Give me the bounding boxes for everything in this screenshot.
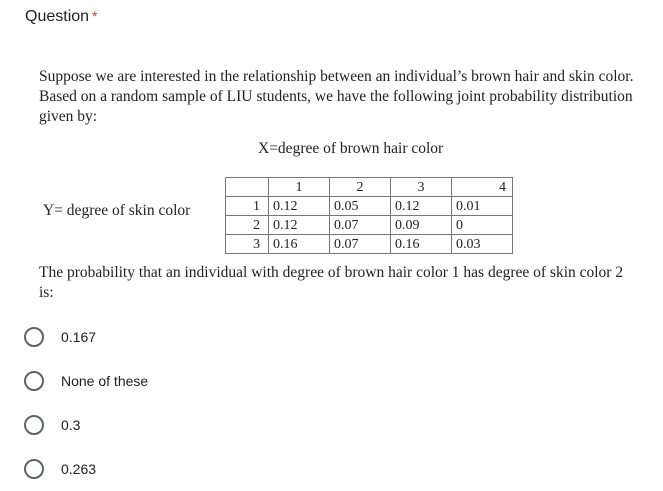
joint-probability-table <box>225 177 513 254</box>
table-cell: 0.03 <box>452 235 513 254</box>
option-label: 0.167 <box>61 329 97 345</box>
column-header: 4 <box>452 178 513 197</box>
required-asterisk: * <box>92 8 98 24</box>
table-row <box>226 216 513 235</box>
table-cell: 0.16 <box>391 235 452 254</box>
table-cell: 0.12 <box>269 197 330 216</box>
table-cell: 0.05 <box>330 197 391 216</box>
table-corner-cell <box>226 178 269 197</box>
answer-option-3[interactable] <box>24 413 80 437</box>
table-cell: 0.01 <box>452 197 513 216</box>
row-header: 2 <box>226 216 269 235</box>
question-title-text: Question <box>25 8 90 25</box>
radio-button[interactable] <box>24 459 44 479</box>
table-cell: 0.12 <box>391 197 452 216</box>
row-header: 1 <box>226 197 269 216</box>
answer-option-2[interactable] <box>24 369 148 393</box>
radio-button[interactable] <box>24 415 44 435</box>
option-label: None of these <box>61 373 149 389</box>
answer-option-4[interactable] <box>24 457 96 481</box>
table-cell: 0 <box>452 216 513 235</box>
table-header-row <box>226 178 513 197</box>
question-title <box>25 8 98 26</box>
table-row <box>226 197 513 216</box>
table-cell: 0.12 <box>269 216 330 235</box>
x-axis-label: X=degree of brown hair color <box>258 140 444 157</box>
y-axis-label: Y= degree of skin color <box>43 202 191 219</box>
column-header: 3 <box>391 178 452 197</box>
radio-button[interactable] <box>24 371 44 391</box>
option-label: 0.3 <box>61 417 81 433</box>
question-prompt: Suppose we are interested in the relationship between an individual’s brown hair and skin color. Based on a random sample of LIU students, we have the following joint probability distribution given by: <box>39 68 634 125</box>
table-cell: 0.09 <box>391 216 452 235</box>
question-text: The probability that an individual with degree of brown hair color 1 has degree of skin color 2 is: <box>39 264 624 301</box>
table-row <box>226 235 513 254</box>
table-cell: 0.07 <box>330 235 391 254</box>
column-header: 2 <box>330 178 391 197</box>
radio-button[interactable] <box>24 327 44 347</box>
option-label: 0.263 <box>61 461 97 477</box>
table-cell: 0.16 <box>269 235 330 254</box>
table-cell: 0.07 <box>330 216 391 235</box>
column-header: 1 <box>269 178 330 197</box>
answer-option-1[interactable] <box>24 325 96 349</box>
row-header: 3 <box>226 235 269 254</box>
